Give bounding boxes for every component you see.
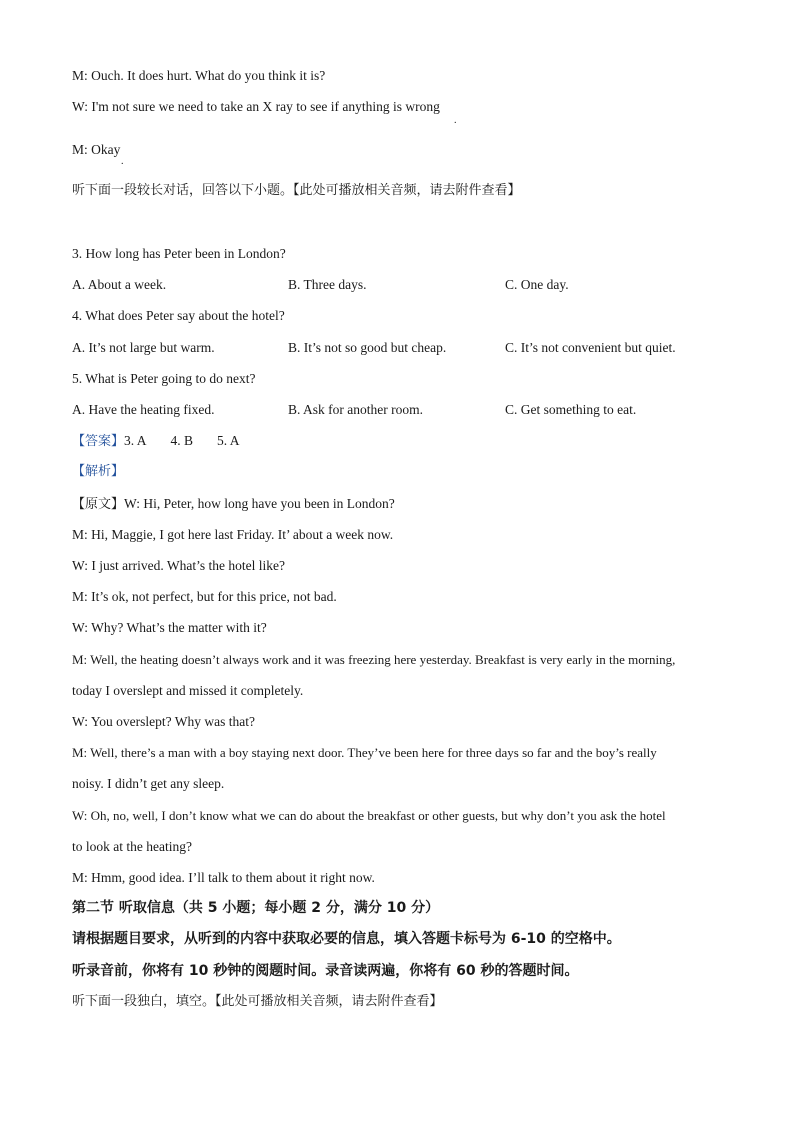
option-a: A. It’s not large but warm. bbox=[72, 340, 215, 355]
option-a: A. About a week. bbox=[72, 277, 167, 292]
answer-item: 5. A bbox=[217, 433, 240, 448]
section-instruction: 听录音前，你将有 10 秒钟的阅题时间。录音读两遍，你将有 60 秒的答题时间。 bbox=[72, 963, 579, 979]
dialogue-line: M: Ouch. It does hurt. What do you think it is? bbox=[72, 68, 326, 83]
transcript-line: W: I just arrived. What’s the hotel like? bbox=[72, 558, 285, 573]
option-c: C. Get something to eat. bbox=[505, 402, 637, 417]
answer-item: 3. A bbox=[124, 433, 147, 448]
section-instruction: 请根据题目要求，从听到的内容中获取必要的信息，填入答题卡标号为 6-10 的空格中。 bbox=[72, 931, 621, 947]
transcript-line: M: Hmm, good idea. I’ll talk to them about it right now. bbox=[72, 870, 375, 885]
transcript-line bbox=[72, 495, 395, 514]
stray-mark: . bbox=[121, 156, 124, 167]
instruction-long-dialogue: 听下面一段较长对话，回答以下小题。【此处可播放相关音频，请去附件查看】 bbox=[72, 183, 521, 198]
transcript-tag: 【原文】 bbox=[72, 497, 125, 512]
transcript-line: M: Well, there’s a man with a boy staying next door. They’ve been here for three days so far and the boy’s really bbox=[72, 745, 657, 760]
question-stem: 4. What does Peter say about the hotel? bbox=[72, 308, 285, 323]
dialogue-line: W: I'm not sure we need to take an X ray to see if anything is wrong bbox=[72, 99, 440, 114]
question-stem: 5. What is Peter going to do next? bbox=[72, 371, 256, 386]
transcript-line: M: Well, the heating doesn’t always work and it was freezing here yesterday. Breakfast is very early in the morning, bbox=[72, 652, 676, 667]
transcript-line: W: You overslept? Why was that? bbox=[72, 714, 255, 729]
section-instruction: 听下面一段独白，填空。【此处可播放相关音频，请去附件查看】 bbox=[72, 994, 443, 1009]
analysis-tag: 【解析】 bbox=[72, 464, 125, 479]
answer-tag: 【答案】 bbox=[72, 434, 125, 449]
option-a: A. Have the heating fixed. bbox=[72, 402, 215, 417]
stray-mark: . bbox=[454, 115, 457, 126]
transcript-line: M: Hi, Maggie, I got here last Friday. It’ about a week now. bbox=[72, 527, 394, 542]
transcript-line: today I overslept and missed it completely. bbox=[72, 683, 304, 698]
transcript-line: noisy. I didn’t get any sleep. bbox=[72, 776, 225, 791]
transcript-line: W: Oh, no, well, I don’t know what we can do about the breakfast or other guests, but why don’t you ask the hotel bbox=[72, 808, 666, 823]
transcript-text: W: Hi, Peter, how long have you been in London? bbox=[124, 496, 395, 511]
answer-item: 4. B bbox=[170, 433, 194, 448]
section-title: 第二节 听取信息（共 5 小题；每小题 2 分，满分 10 分） bbox=[72, 900, 440, 916]
transcript-line: M: It’s ok, not perfect, but for this price, not bad. bbox=[72, 589, 337, 604]
transcript-line: W: Why? What’s the matter with it? bbox=[72, 620, 267, 635]
option-c: C. It’s not convenient but quiet. bbox=[505, 340, 676, 355]
option-b: B. Three days. bbox=[288, 277, 367, 292]
option-b: B. Ask for another room. bbox=[288, 402, 423, 417]
transcript-line: to look at the heating? bbox=[72, 839, 192, 854]
answer-line bbox=[72, 432, 264, 451]
dialogue-line: M: Okay bbox=[72, 142, 121, 157]
question-stem: 3. How long has Peter been in London? bbox=[72, 246, 286, 261]
option-c: C. One day. bbox=[505, 277, 569, 292]
option-b: B. It’s not so good but cheap. bbox=[288, 340, 447, 355]
